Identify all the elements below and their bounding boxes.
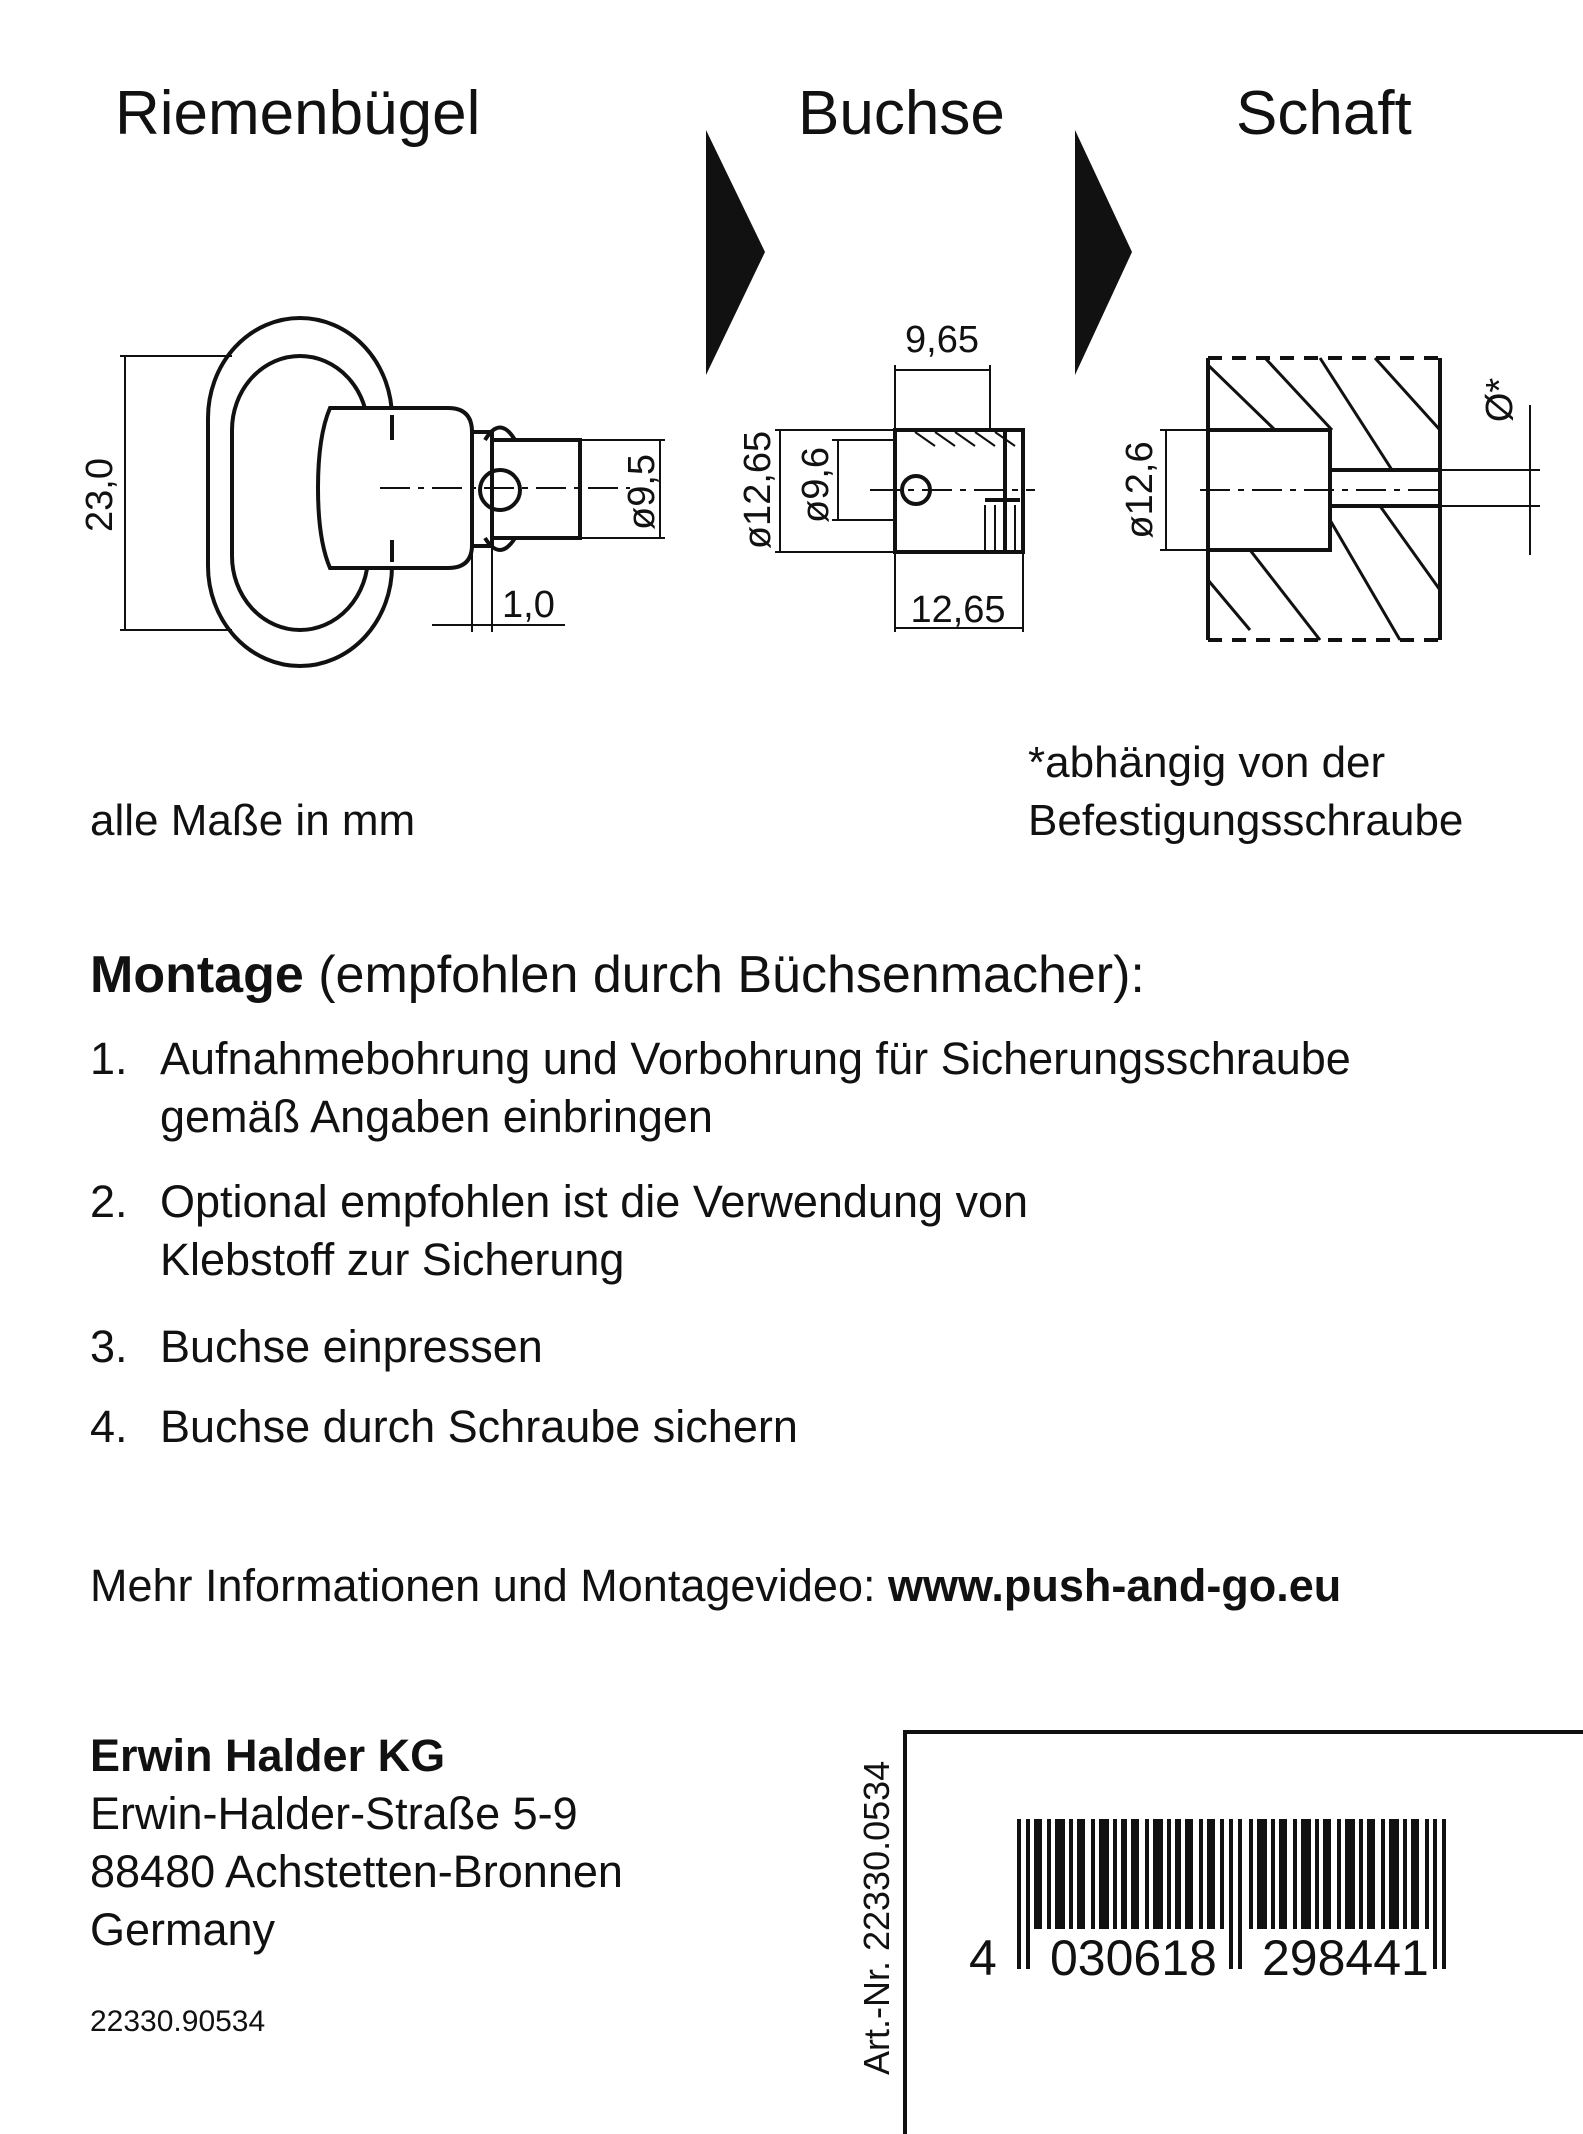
company-street: Erwin-Halder-Straße 5-9 [90,1788,578,1839]
company-code: 22330.90534 [90,2005,266,2038]
company-city: 88480 Achstetten-Bronnen [90,1846,623,1897]
step-number: 3. [90,1321,128,1372]
technical-drawing [0,0,1583,720]
montage-title-bold: Montage [90,946,304,1004]
dim-buchse-bottom: 12,65 [910,589,1006,631]
footnote-line1: *abhängig von der [1028,738,1386,787]
dim-buchse-top: 9,65 [905,319,979,361]
step-number: 4. [90,1401,128,1452]
barcode-group1: 030618 [1050,1930,1217,1986]
dim-buchse-inner: ø9,6 [795,446,837,524]
montage-heading [90,945,1145,1005]
header-buchse: Buchse [798,79,1005,148]
article-number: Art.-Nr. 22330.0534 [856,1760,897,2075]
company-name: Erwin Halder KG [90,1730,446,1781]
montage-step-1 [90,1030,1540,1150]
company-country: Germany [90,1904,276,1955]
step-line1: Optional empfohlen ist die Verwendung von [160,1176,1029,1227]
dim-riemen-gap: 1,0 [502,584,555,626]
dim-schaft-screw: Ø* [1479,377,1521,423]
step-line1: Aufnahmebohrung und Vorbohrung für Sicherungsschraube [160,1033,1351,1084]
arrow-right-2 [1075,130,1132,375]
step-line2: Klebstoff zur Sicherung [160,1234,625,1285]
montage-step-3 [90,1318,1540,1378]
company-address [90,1727,623,1959]
dim-riemen-height: 23,0 [79,458,121,532]
montage-title-rest: (empfohlen durch Büchsenmacher): [318,946,1145,1004]
step-number: 2. [90,1176,128,1227]
more-info-text: Mehr Informationen und Montagevideo: [90,1560,876,1611]
footnote-line2: Befestigungsschraube [1028,796,1464,845]
step-number: 1. [90,1033,128,1084]
montage-step-2 [90,1173,1540,1293]
montage-step-4 [90,1398,1540,1458]
dim-schaft-dia: ø12,6 [1119,441,1161,539]
more-info [90,1560,1341,1612]
barcode-group2: 298441 [1262,1930,1429,1986]
units-note: alle Maße in mm [90,796,416,845]
barcode-digit-first: 4 [969,1930,997,1986]
barcode-box [903,1730,1583,2134]
header-schaft: Schaft [1236,79,1412,148]
step-line2: gemäß Angaben einbringen [160,1091,713,1142]
footnote [1028,734,1463,850]
step-line1: Buchse einpressen [160,1321,543,1372]
more-info-url[interactable]: www.push-and-go.eu [888,1560,1342,1611]
step-line1: Buchse durch Schraube sichern [160,1401,798,1452]
header-riemenbuegel: Riemenbügel [115,79,481,148]
dim-buchse-outer: ø12,65 [737,430,779,550]
arrow-right-1 [706,130,765,375]
dim-riemen-dia: ø9,5 [621,453,663,531]
